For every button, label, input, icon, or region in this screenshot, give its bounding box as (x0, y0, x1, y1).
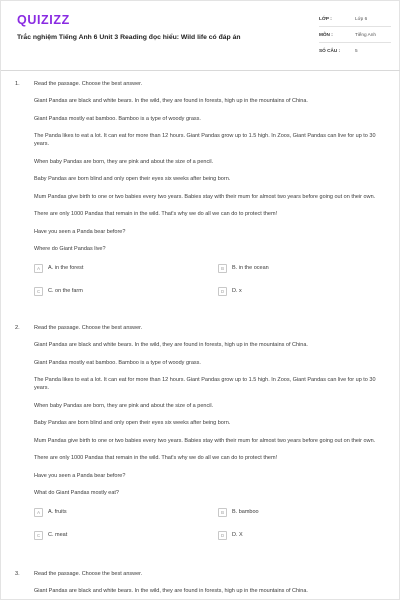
choice-label: D. x (232, 287, 242, 294)
quizizz-logo: QUIZIZZ (17, 13, 70, 27)
answer-choices (34, 508, 384, 554)
passage-line: Have you seen a Panda bear before? (34, 228, 126, 235)
passage-line: There are only 1000 Pandas that remain in the wild. That's why we do all we can do to protect them! (34, 455, 278, 462)
passage-line: Giant Pandas mostly eat bamboo. Bamboo is a type of woody grass. (34, 115, 201, 122)
question-prompt: Where do Giant Pandas live? (34, 246, 106, 253)
passage-line: Mum Pandas give birth to one or two babies every two years. Babies stay with their mum for almost two years before going out on their own. (34, 437, 376, 444)
choice-label: C. meat (48, 531, 68, 538)
passage-line: There are only 1000 Pandas that remain in the wild. That's why we do all we can do to protect them! (34, 211, 278, 218)
meta-key: MÔN : (319, 32, 333, 37)
question-body (34, 81, 384, 310)
question-prompt: What do Giant Pandas mostly eat? (34, 490, 119, 497)
passage-line: Giant Pandas are black and white bears. In the wild, they are found in forests, high up in the mountains of China. (34, 342, 308, 349)
passage-line: Read the passage. Choose the best answer. (34, 325, 143, 331)
question-number: 1. (15, 81, 20, 87)
meta-row-question-count (319, 43, 391, 59)
meta-row-class (319, 11, 391, 27)
passage-line: Read the passage. Choose the best answer. (34, 571, 143, 577)
passage-line: The Panda likes to eat a lot. It can eat for more than 12 hours. Giant Pandas grow up to 1.5 high. In Zoos, Giant Pandas can live for up to 30 years. (34, 133, 376, 148)
worksheet-title: Trắc nghiệm Tiếng Anh 6 Unit 3 Reading đọc hiểu: Wild life có đáp án (17, 34, 241, 41)
passage-line: Baby Pandas are born blind and only open their eyes six weeks after being born. (34, 176, 231, 183)
meta-key: SỐ CÂU : (319, 48, 341, 53)
choice-checkbox[interactable]: C (34, 287, 43, 296)
choice-checkbox[interactable]: C (34, 531, 43, 540)
choice-label: A. in the forest (48, 264, 84, 271)
question-body (34, 325, 384, 554)
choice-checkbox[interactable]: A (34, 508, 43, 517)
passage-line: When baby Pandas are born, they are pink and about the size of a pencil. (34, 158, 214, 165)
meta-table (319, 11, 391, 59)
meta-key: LỚP : (319, 16, 332, 21)
choice-checkbox[interactable]: B (218, 264, 227, 273)
passage-line: The Panda likes to eat a lot. It can eat for more than 12 hours. Giant Pandas grow up to 1.5 high. In Zoos, Giant Pandas can live for up to 30 years. (34, 377, 376, 392)
worksheet-header (1, 1, 400, 71)
passage-line: Have you seen a Panda bear before? (34, 472, 126, 479)
question-number: 3. (15, 571, 20, 577)
passage-line: Giant Pandas mostly eat bamboo. Bamboo is a type of woody grass. (34, 359, 201, 366)
question-number: 2. (15, 325, 20, 331)
passage-line: Giant Pandas are black and white bears. In the wild, they are found in forests, high up in the mountains of China. (34, 588, 308, 595)
choice-label: D. X (232, 531, 243, 538)
meta-row-subject (319, 27, 391, 43)
choice-label: B. in the ocean (232, 264, 269, 271)
passage-line: When baby Pandas are born, they are pink and about the size of a pencil. (34, 402, 214, 409)
choice-label: B. bamboo (232, 508, 259, 515)
choice-label: C. on the farm (48, 287, 83, 294)
choice-checkbox[interactable]: D (218, 287, 227, 296)
choice-checkbox[interactable]: D (218, 531, 227, 540)
question-body (34, 571, 384, 600)
choice-checkbox[interactable]: B (218, 508, 227, 517)
choice-label: A. fruits (48, 508, 67, 515)
passage-line: Read the passage. Choose the best answer. (34, 81, 143, 87)
answer-choices (34, 264, 384, 310)
meta-value: Tiếng Anh (355, 32, 376, 37)
passage-line: Giant Pandas are black and white bears. In the wild, they are found in forests, high up in the mountains of China. (34, 98, 308, 105)
meta-value: Lớp 6 (355, 16, 368, 21)
passage-line: Baby Pandas are born blind and only open their eyes six weeks after being born. (34, 420, 231, 427)
passage-line: Mum Pandas give birth to one or two babies every two years. Babies stay with their mum for almost two years before going out on their own. (34, 193, 376, 200)
choice-checkbox[interactable]: A (34, 264, 43, 273)
meta-value: 5 (355, 48, 358, 53)
